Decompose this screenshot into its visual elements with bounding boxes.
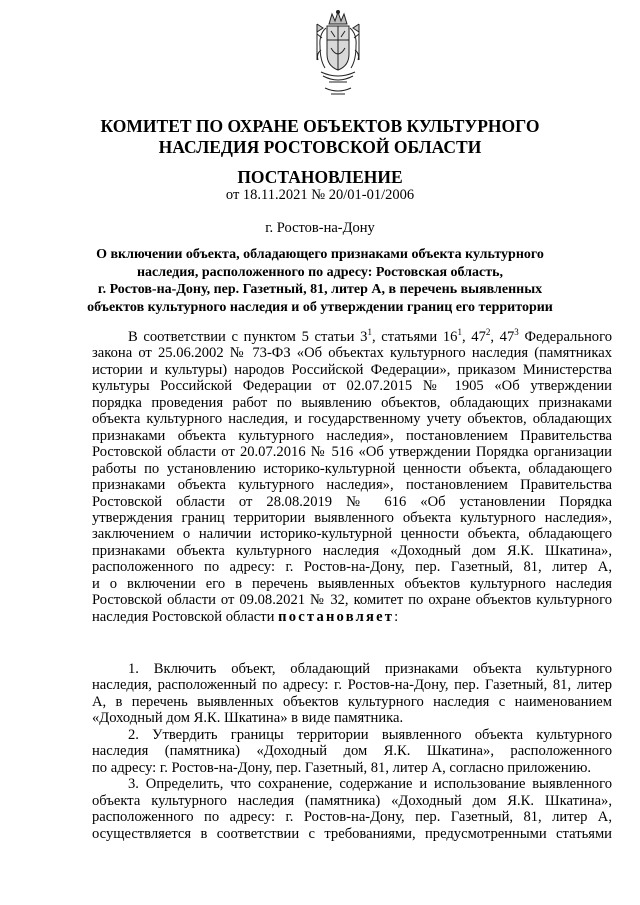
title-line: объектов культурного наследия и об утверждении границ его территории <box>87 299 553 315</box>
document-title <box>0 246 640 316</box>
preamble-line: признаками объекта культурного наследия «Доходный дом Я.К. Шкатина», <box>92 542 612 559</box>
committee-line-1: КОМИТЕТ ПО ОХРАНЕ ОБЪЕКТОВ КУЛЬТУРНОГО <box>100 116 540 136</box>
preamble-line: порядка проведения работ по выявлению объектов, обладающих признаками <box>92 394 612 411</box>
item-3-line: 3. Определить, что сохранение, содержание и использование выявленного <box>128 776 612 793</box>
text: , 47 <box>490 329 515 345</box>
decree-items <box>92 661 612 842</box>
text: В соответствии с пунктом 5 статьи 3 <box>128 329 368 345</box>
date-number: от 18.11.2021 № 20/01-01/2006 <box>225 187 415 203</box>
item-3-line: расположенного по адресу: г. Ростов-на-Дону, пер. Газетный, 81, литер А, <box>92 809 612 826</box>
text: , статьями 16 <box>371 329 458 345</box>
superscript: 2 <box>485 327 491 338</box>
item-1-line: А, в перечень выявленных объектов культурного наследия с наименованием <box>92 693 612 710</box>
item-1-line: «Доходный дом Я.К. Шкатина» в виде памятника. <box>92 710 404 727</box>
text: наследия Ростовской области <box>92 608 279 625</box>
item-3-line: объекта культурного наследия (памятника) «Доходный дом Я.К. Шкатина», <box>92 792 612 809</box>
preamble-line: и о включении его в перечень выявленных объектов культурного наследия <box>92 575 612 592</box>
city: г. Ростов-на-Дону <box>265 220 375 236</box>
preamble-line: заключением о наличии историко-культурной ценности объекта, обладающего <box>92 526 612 543</box>
text: , 47 <box>461 329 486 345</box>
preamble-line: культуры Российской Федерации от 02.07.2015 № 1905 «Об утверждении <box>92 378 612 395</box>
item-1-line: наследия, расположенный по адресу: г. Ростов-на-Дону, пер. Газетный, 81, литер <box>92 677 612 694</box>
committee-line-2: НАСЛЕДИЯ РОСТОВСКОЙ ОБЛАСТИ <box>158 137 482 157</box>
title-line: наследия, расположенного по адресу: Ростовская область, <box>136 264 504 280</box>
superscript: 1 <box>367 327 372 338</box>
preamble-line: закона от 25.06.2002 № 73-ФЗ «Об объектах культурного наследия (памятниках <box>92 345 612 362</box>
preamble-line: утверждения границ территории выявленного объекта культурного наследия», <box>92 509 612 526</box>
item-1-line: 1. Включить объект, обладающий признаками объекта культурного <box>128 661 612 677</box>
text: Федерального <box>518 329 613 345</box>
title-line: О включении объекта, обладающего признаками объекта культурного <box>96 247 544 262</box>
preamble-line: Ростовской области от 20.07.2016 № 516 «Об утверждении Порядка организации <box>92 444 612 461</box>
preamble-line: работы по установлению историко-культурной ценности объекта, обладающего <box>92 460 612 477</box>
coat-of-arms-icon <box>313 10 363 102</box>
item-2-line: 2. Утвердить границы территории выявленного объекта культурного <box>128 726 612 743</box>
preamble-line: признаками объекта культурного наследия», постановлением Правительства <box>92 427 612 444</box>
resolves-word: постановляет <box>278 608 395 625</box>
preamble-line: расположенного по адресу: г. Ростов-на-Дону, пер. Газетный, 81, литер А, <box>92 559 612 576</box>
preamble-line: Ростовской области от 28.08.2019 № 616 «Об установлении Порядка <box>92 493 612 510</box>
preamble-first-line <box>92 329 612 345</box>
preamble-line: Ростовской области от 09.08.2021 № 32, комитет по охране объектов культурного <box>92 592 612 609</box>
preamble-last-line <box>92 609 612 625</box>
item-2-line: наследия (памятника) «Доходный дом Я.К. Шкатина», расположенного <box>92 743 612 760</box>
title-line: г. Ростов-на-Дону, пер. Газетный, 81, литер А, в перечень выявленных <box>97 282 543 297</box>
item-3-line: осуществляется в соответствии с требованиями, предусмотренными статьями <box>92 825 612 842</box>
item-2-line: по адресу: г. Ростов-на-Дону, пер. Газетный, 81, литер А, согласно приложению. <box>92 759 592 776</box>
preamble-paragraph <box>92 329 612 625</box>
committee-name <box>0 116 640 158</box>
preamble-line: истории и культуры) народов Российской Федерации», приказом Министерства <box>92 361 612 378</box>
text: : <box>394 608 399 625</box>
superscript: 1 <box>457 327 462 338</box>
doc-type: ПОСТАНОВЛЕНИЕ <box>237 167 403 187</box>
preamble-line: объекта культурного наследия, и государственному учету объектов, обладающих <box>92 411 612 428</box>
superscript: 3 <box>514 327 519 338</box>
preamble-line: признаками объекта культурного наследия», постановлением Правительства <box>92 477 612 494</box>
